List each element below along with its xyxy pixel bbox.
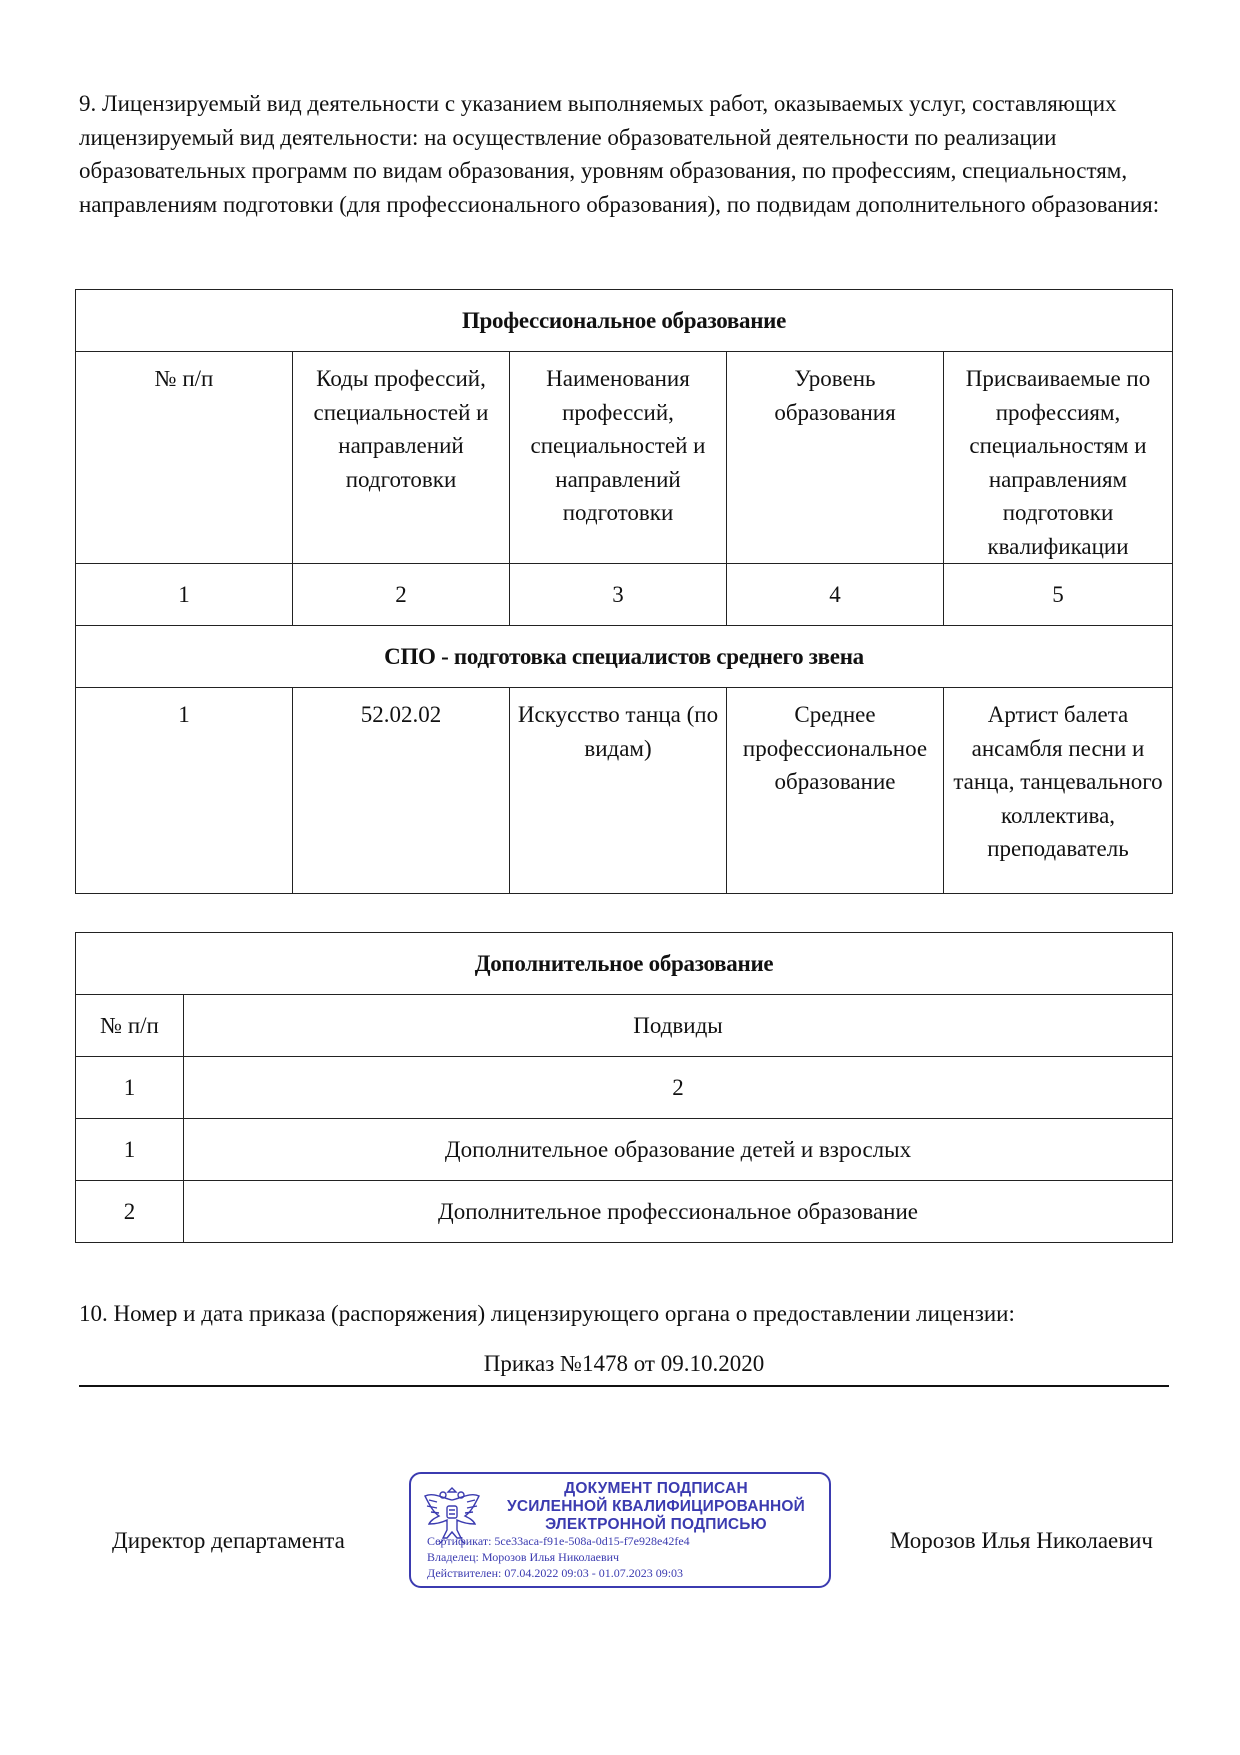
additional-table-title: Дополнительное образование <box>76 933 1173 995</box>
column-number: 1 <box>76 1057 184 1119</box>
stamp-valid: Действителен: 07.04.2022 09:03 - 01.07.2023 09:03 <box>427 1566 684 1580</box>
row-num: 2 <box>76 1181 184 1243</box>
row-qualification: Артист балета ансамбля песни и танца, танцевального коллектива, преподаватель <box>944 688 1173 894</box>
spo-section-title: СПО - подготовка специалистов среднего звена <box>76 626 1173 688</box>
item9-text: 9. Лицензируемый вид деятельности с указанием выполняемых работ, оказываемых услуг, составляющих лицензируемый вид деятельности: на осуществление образовательной деятельности по реализации образовательных программ по видам образования, уровням образования, по профессиям, специальностям, направлениям подготовки (для профессионального образования), по подвидам дополнительного образования: <box>79 91 1160 217</box>
column-number-row <box>76 564 1173 626</box>
column-number: 2 <box>184 1057 1173 1119</box>
order-value: Приказ №1478 от 09.10.2020 <box>483 1351 765 1376</box>
header-level: Уровень образования <box>727 352 944 564</box>
stamp-certificate: Сертификат: 5ce33aca-f91e-508a-0d15-f7e928e42fe4 <box>427 1534 690 1548</box>
row-name: Дополнительное профессиональное образование <box>184 1181 1173 1243</box>
section-row <box>76 626 1173 688</box>
order-underline <box>79 1385 1169 1387</box>
column-number: 1 <box>76 564 293 626</box>
table-row <box>76 1119 1173 1181</box>
header-qualification: Присваиваемые по профессиям, специальностям и направлениям подготовки квалификации <box>944 352 1173 564</box>
digital-signature-stamp <box>409 1472 831 1588</box>
header-names: Наименования профессий, специальностей и направлений подготовки <box>510 352 727 564</box>
header-num: № п/п <box>76 352 293 564</box>
row-code: 52.02.02 <box>293 688 510 894</box>
header-codes: Коды профессий, специальностей и направлений подготовки <box>293 352 510 564</box>
table-title-row <box>76 290 1173 352</box>
professional-table-title: Профессиональное образование <box>76 290 1173 352</box>
stamp-owner: Владелец: Морозов Илья Николаевич <box>427 1550 620 1564</box>
table-header-row <box>76 995 1173 1057</box>
additional-education-table <box>75 932 1173 1243</box>
item10-text: 10. Номер и дата приказа (распоряжения) лицензирующего органа о предоставлении лицензии: <box>79 1301 1015 1326</box>
table-header-row <box>76 352 1173 564</box>
column-number: 5 <box>944 564 1173 626</box>
header-subtypes: Подвиды <box>184 995 1173 1057</box>
header-num: № п/п <box>76 995 184 1057</box>
row-num: 1 <box>76 688 293 894</box>
row-num: 1 <box>76 1119 184 1181</box>
table-row <box>76 688 1173 894</box>
professional-education-table <box>75 289 1173 894</box>
row-name: Искусство танца (по видам) <box>510 688 727 894</box>
column-number: 4 <box>727 564 944 626</box>
row-level: Среднее профессиональное образование <box>727 688 944 894</box>
signatory-name: Морозов Илья Николаевич <box>889 1528 1153 1553</box>
table-row <box>76 1181 1173 1243</box>
signatory-position: Директор департамента <box>112 1528 345 1553</box>
stamp-line: УСИЛЕННОЙ КВАЛИФИЦИРОВАННОЙ <box>507 1498 805 1515</box>
stamp-line: ДОКУМЕНТ ПОДПИСАН <box>564 1480 748 1497</box>
column-number: 3 <box>510 564 727 626</box>
row-name: Дополнительное образование детей и взрослых <box>184 1119 1173 1181</box>
stamp-heading <box>489 1480 823 1534</box>
stamp-line: ЭЛЕКТРОННОЙ ПОДПИСЬЮ <box>545 1516 767 1533</box>
column-number-row <box>76 1057 1173 1119</box>
table-title-row <box>76 933 1173 995</box>
column-number: 2 <box>293 564 510 626</box>
